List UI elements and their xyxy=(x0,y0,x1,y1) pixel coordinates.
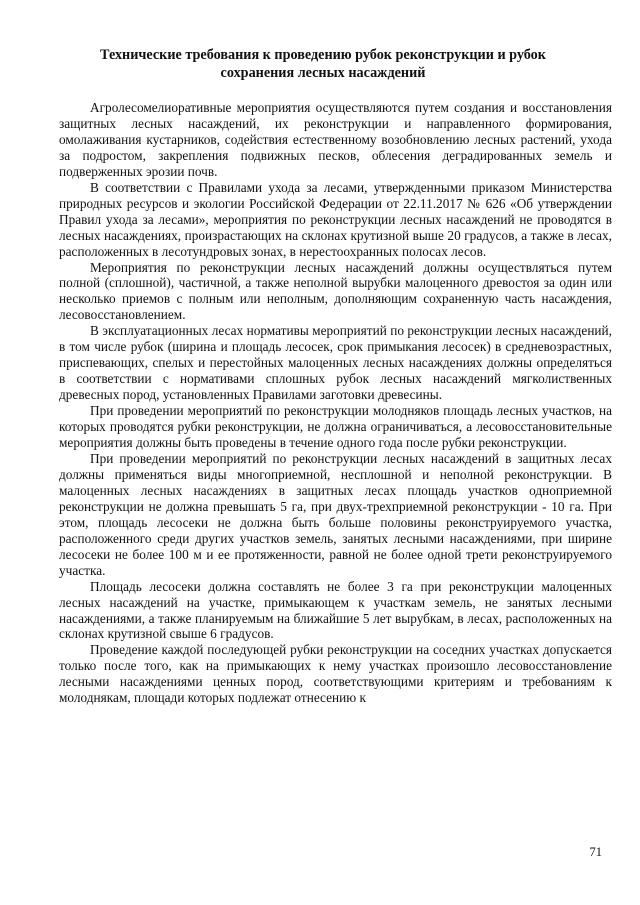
page-number: 71 xyxy=(589,845,602,859)
paragraph: При проведении мероприятий по реконструкции лесных насаждений в защитных лесах должны применяться виды многоприемной, несплошной и неполной реконструкции. В малоценных лесных насаждениях в защитных лесах площадь участков одноприемной реконструкции не должна превышать 5 га, при двух-трехприемной реконструкции - 10 га. При этом, площадь лесосеки не должна быть больше половины реконструируемого участка, расположенного среди других участков земель, занятых лесными насаждениями, при ширине лесосеки не более 100 м и ее протяженности, равной не более одной трети реконструируемого участка. xyxy=(59,450,612,578)
paragraph: В эксплуатационных лесах нормативы мероприятий по реконструкции лесных насаждений, в том числе рубок (ширина и площадь лесосек, срок примыкания лесосек) в средневозрастных, приспевающих, спелых и перестойных малоценных лесных насаждениях должны определяться в соответствии с нормативами сплошных рубок лесных насаждений мягколиственных древесных пород, установленных Правилами заготовки древесины. xyxy=(59,323,612,403)
paragraph: Агролесомелиоративные мероприятия осуществляются путем создания и восстановления защитных лесных насаждений, их реконструкции и направленного формирования, омолаживания кустарников, содействия естественному возобновлению лесных растений, ухода за подростом, закрепления подвижных песков, облесения деградированных земель и подверженных эрозии почв. xyxy=(59,100,612,179)
paragraph: В соответствии с Правилами ухода за лесами, утвержденными приказом Министерства природных ресурсов и экологии Российской Федерации от 22.11.2017 № 626 «Об утверждении Правил ухода за лесами», мероприятия по реконструкции лесных насаждений не проводятся в лесных насаждениях, произрастающих на склонах крутизной выше 20 градусов, а также в лесах, расположенных в лесотундровых зонах, в нерестоохранных полосах лесов. xyxy=(59,179,612,259)
paragraph: При проведении мероприятий по реконструкции молодняков площадь лесных участков, на которых проводятся рубки реконструкции, не должна ограничиваться, а лесовосстановительные мероприятия должны быть проведены в течение одного года после рубки реконструкции. xyxy=(59,403,612,451)
page-title: Технические требования к проведению рубок реконструкции и рубок сохранения лесных насаждений xyxy=(100,47,546,81)
document-body xyxy=(59,100,612,706)
paragraph: Площадь лесосеки должна составлять не более 3 га при реконструкции малоценных лесных насаждений на участке, примыкающем к участкам земель, не занятых лесными насаждениями, а также планируемым на ближайшие 5 лет вырубкам, в лесах, расположенных на склонах крутизной свыше 6 градусов. xyxy=(59,578,612,642)
paragraph: Проведение каждой последующей рубки реконструкции на соседних участках допускается только после того, как на примыкающих к нему участках произошло лесовосстановление лесными насаждениями ценных пород, соответствующими критериям и требованиям к молоднякам, площади которых подлежат отнесению к xyxy=(59,642,612,706)
paragraph: Мероприятия по реконструкции лесных насаждений должны осуществляться путем полной (сплошной), частичной, а также неполной вырубки малоценного древостоя за один или несколько приемов с полным или неполным, дополняющим сохраненную часть насаждения, лесовосстановлением. xyxy=(59,259,612,323)
